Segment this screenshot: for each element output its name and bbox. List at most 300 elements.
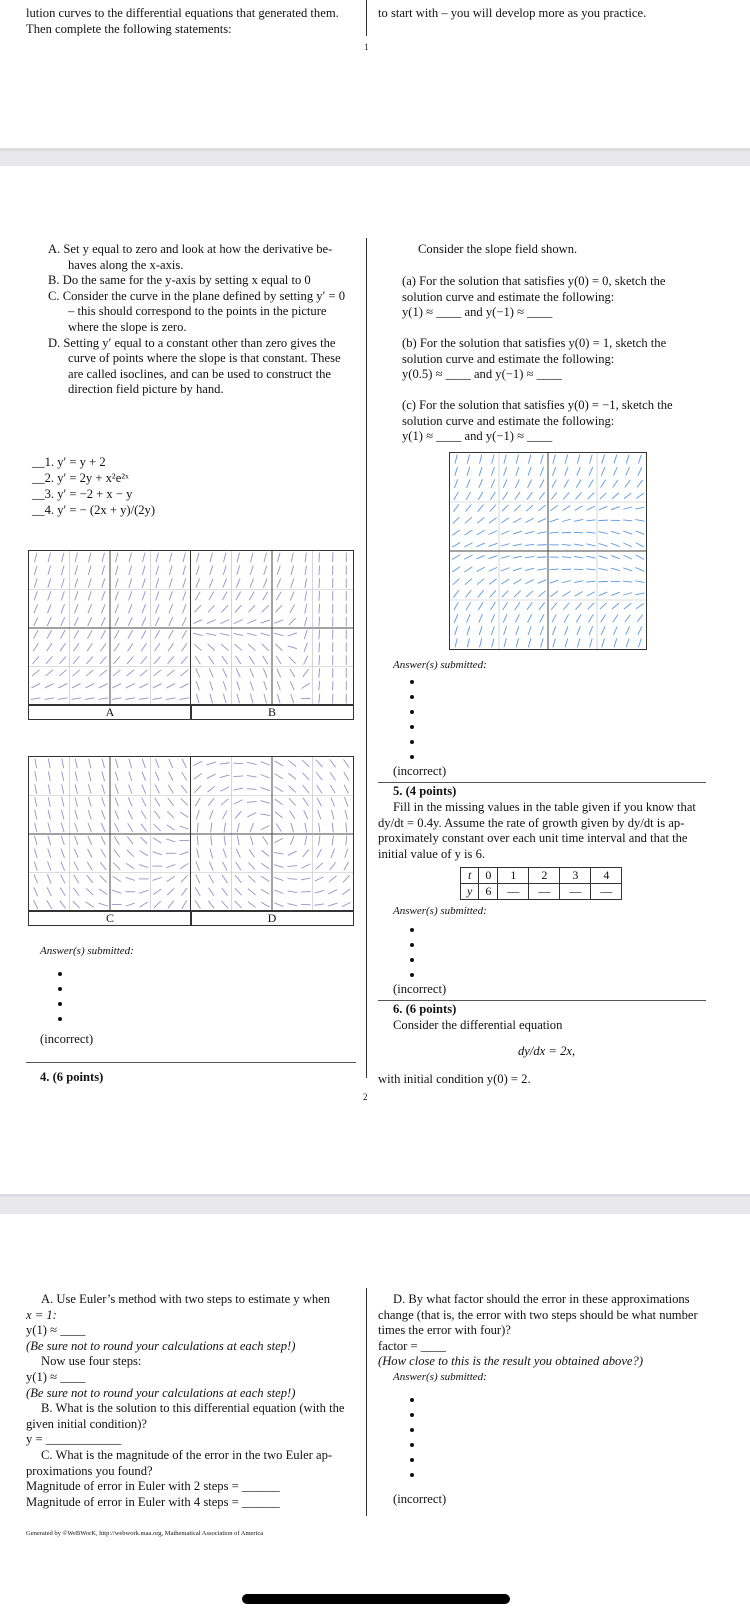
slope-segment [34, 874, 37, 883]
slope-field-a-label: A [28, 704, 192, 720]
slope-segment [193, 620, 202, 624]
slope-segment [454, 614, 458, 623]
slope-segment [115, 759, 118, 768]
slope-segment [304, 643, 307, 652]
slope-segment [343, 875, 350, 882]
slope-segment [541, 455, 544, 464]
slope-segment [194, 605, 201, 612]
slope-segment [264, 566, 267, 575]
slope-segment [563, 492, 569, 499]
slope-segment [208, 901, 214, 909]
answer-bullet [410, 749, 430, 764]
table-cell[interactable]: — [498, 884, 529, 900]
slope-segment [250, 579, 254, 588]
slope-segment [247, 620, 256, 624]
slope-segment [236, 668, 240, 677]
slope-segment [274, 877, 283, 880]
slope-segment [503, 602, 508, 610]
slope-segment [577, 467, 581, 476]
slope-segment [587, 592, 595, 596]
slope-segment [48, 771, 50, 781]
slope-segment [540, 614, 544, 622]
slope-segment [305, 604, 307, 614]
slope-segment [58, 684, 67, 688]
slope-segment [261, 801, 270, 804]
slope-segment [513, 544, 522, 546]
answer-line[interactable]: y(1) ≈ ____ [26, 1323, 86, 1338]
slope-segment [515, 602, 520, 610]
home-indicator[interactable] [242, 1594, 510, 1604]
hint-line: Set y equal to zero and look at how the derivative be- [63, 242, 333, 256]
slope-segment [331, 810, 334, 819]
slope-segment [125, 698, 135, 700]
slope-segment [602, 455, 605, 464]
slope-segment [154, 824, 161, 831]
slope-segment [221, 644, 228, 650]
slope-segment [275, 774, 283, 779]
slope-segment [586, 556, 595, 558]
slope-segment [549, 569, 558, 570]
slope-segment [115, 566, 118, 575]
slope-segment [247, 633, 256, 635]
slope-segment [489, 518, 497, 523]
slope-segment [344, 785, 348, 794]
text-line: B. What is the solution to this differential equation (with the [41, 1401, 345, 1416]
slope-segment [168, 901, 174, 909]
part-line: y(0.5) ≈ ____ and y(−1) ≈ ____ [402, 367, 562, 382]
slope-segment [142, 591, 145, 600]
slope-segment [345, 849, 348, 858]
slope-segment [261, 876, 269, 881]
slope-segment [319, 553, 320, 563]
text-line: to start with – you will develop more as you practice. [378, 6, 647, 20]
slope-segment [129, 591, 132, 600]
slope-segment [142, 785, 146, 794]
slope-segment [344, 759, 349, 767]
slope-segment [115, 784, 118, 793]
slope-segment [167, 888, 174, 895]
slope-segment [74, 630, 79, 639]
slope-segment [129, 772, 132, 781]
slope-segment [74, 849, 78, 858]
slope-segment [290, 591, 294, 600]
slope-segment [35, 759, 37, 769]
slope-segment [287, 879, 297, 880]
slope-segment [62, 553, 64, 562]
slope-segment [540, 479, 544, 487]
table-row [461, 884, 622, 900]
slope-segment [168, 798, 174, 806]
slope-segment [196, 668, 200, 677]
answer-line[interactable]: Magnitude of error in Euler with 4 steps = ______ [26, 1494, 280, 1509]
slope-segment [274, 852, 284, 854]
table-cell[interactable]: — [591, 884, 622, 900]
slope-segment [98, 698, 108, 700]
slope-segment [599, 506, 608, 510]
slope-segment [305, 565, 306, 575]
slope-segment [466, 492, 471, 500]
slope-segment [61, 836, 64, 845]
slope-segment [301, 891, 311, 892]
part-a [402, 274, 712, 321]
slope-segment [250, 694, 253, 703]
slope-segment [169, 617, 173, 626]
slope-segment [75, 823, 78, 832]
slope-segment [489, 567, 497, 571]
slope-segment [60, 630, 65, 639]
slope-segment [182, 643, 187, 651]
slope-segment [73, 670, 80, 676]
slope-segment [114, 643, 119, 651]
slope-segment [223, 579, 227, 588]
page3-right-col [378, 1292, 718, 1386]
slope-segment [166, 698, 176, 700]
slope-segment [288, 760, 296, 766]
slope-segment [222, 888, 228, 896]
answer-bullet [410, 719, 430, 734]
slope-segment [169, 566, 172, 575]
slope-segment [291, 566, 294, 575]
slope-segment [345, 797, 348, 806]
table-cell[interactable]: — [560, 884, 591, 900]
column-divider [366, 1288, 367, 1516]
slope-segment [614, 455, 617, 464]
slope-segment [305, 578, 307, 588]
slope-segment [196, 681, 199, 690]
slope-segment [156, 759, 159, 768]
slope-segment [329, 876, 337, 882]
slope-segment [332, 836, 333, 846]
slope-segment [504, 467, 507, 476]
slope-segment [194, 773, 202, 779]
slope-segment [99, 903, 108, 906]
slope-segment [237, 566, 240, 575]
column-divider [366, 238, 367, 1078]
slope-segment [635, 520, 644, 522]
slope-segment [250, 823, 254, 832]
slope-segment [224, 836, 225, 846]
slope-segment [153, 838, 161, 843]
slope-segment [236, 579, 240, 588]
slope-segment [626, 626, 630, 634]
slope-segment [490, 492, 495, 500]
slope-segment [261, 633, 270, 636]
answer-line[interactable]: y(1) ≈ ____ [26, 1369, 86, 1384]
slope-segment [550, 580, 559, 583]
slope-segment [102, 797, 105, 806]
slope-segment [140, 670, 147, 676]
slope-segment [638, 455, 641, 464]
slope-segment [305, 591, 307, 601]
slope-segment [319, 578, 320, 588]
answer-bullet [58, 966, 78, 981]
slope-segment [317, 798, 322, 807]
slope-segment [141, 656, 147, 663]
slope-segment [503, 479, 507, 487]
slope-segment [290, 669, 295, 677]
slope-segment [452, 543, 460, 548]
slope-segment [210, 566, 213, 575]
slope-segment [289, 773, 296, 779]
slope-segment [142, 759, 145, 768]
growth-table [460, 867, 622, 900]
slope-segment [289, 786, 296, 793]
slope-segment [479, 455, 481, 464]
slope-segment [277, 694, 280, 703]
slope-segment [602, 638, 605, 647]
slope-segment [153, 877, 162, 880]
slope-segment [102, 759, 104, 768]
hint-a [48, 242, 358, 258]
slope-segment [87, 643, 92, 651]
slope-segment [167, 811, 174, 818]
slope-segment [72, 684, 81, 688]
equation-item: __1. y′ = y + 2 [32, 455, 106, 469]
answer-bullet [410, 967, 430, 982]
note-line: (Be sure not to round your calculations at each step!) [26, 1385, 296, 1400]
table-cell: 1 [498, 868, 529, 884]
slope-segment [167, 825, 175, 830]
slope-segment [565, 626, 568, 635]
slope-segment [289, 798, 296, 805]
slope-segment [467, 479, 471, 488]
hint-line: – this should correspond to the points in the picture [68, 304, 327, 319]
slope-segment [195, 592, 200, 600]
slope-segment [182, 772, 187, 780]
slope-segment [224, 823, 225, 833]
slope-segment [537, 569, 546, 571]
slope-segment [551, 492, 557, 499]
slope-segment [180, 863, 188, 868]
slope-segment [288, 646, 297, 649]
slope-segment [61, 810, 64, 819]
q6-equation: dy/dx = 2x, [518, 1044, 576, 1058]
slope-segment [183, 578, 186, 587]
slope-segment [275, 799, 283, 805]
status-incorrect: (incorrect) [40, 1032, 94, 1046]
slope-segment [549, 532, 558, 533]
slope-segment [490, 590, 496, 597]
slope-segment [636, 531, 645, 535]
slope-segment [116, 553, 118, 562]
slope-segment [504, 626, 507, 635]
slope-segment [562, 557, 571, 558]
answer-line[interactable]: Magnitude of error in Euler with 2 steps = ______ [26, 1479, 280, 1494]
slope-field-a-graphic [29, 551, 191, 705]
slope-segment [128, 617, 132, 626]
slope-segment [222, 862, 227, 871]
slope-segment [261, 825, 270, 829]
slope-segment [331, 849, 335, 858]
slope-segment [261, 787, 270, 790]
status-incorrect: (incorrect) [393, 982, 447, 996]
slope-segment [331, 797, 335, 806]
note-line: (How close to this is the result you obtained above?) [378, 1354, 644, 1369]
slope-segment [75, 591, 78, 600]
slope-segment [102, 591, 105, 600]
divider [26, 1062, 356, 1063]
slope-segment [181, 670, 188, 676]
slope-segment [75, 566, 78, 575]
text-line: times the error with four)? [378, 1323, 511, 1338]
slope-segment [291, 553, 293, 563]
slope-segment [516, 626, 519, 635]
answer-bullet [58, 996, 78, 1011]
slope-segment [465, 504, 471, 511]
slope-segment [624, 493, 631, 499]
slope-segment [636, 568, 645, 572]
slope-segment [196, 566, 199, 575]
slope-segment [574, 581, 583, 583]
slope-segment [342, 889, 350, 895]
slope-segment [261, 774, 270, 778]
slope-segment [501, 579, 509, 584]
slope-segment [562, 580, 571, 582]
slope-segment [206, 633, 216, 635]
slope-segment [168, 643, 173, 651]
slope-segment [637, 480, 643, 487]
slope-segment [87, 656, 93, 663]
slope-segment [61, 875, 65, 884]
slope-segment [114, 836, 119, 844]
slope-segment [209, 668, 213, 677]
table-cell[interactable]: — [529, 884, 560, 900]
hints-list [48, 242, 358, 398]
answer-bullet [410, 922, 430, 937]
slope-segment [479, 614, 483, 623]
slope-segment [590, 455, 593, 464]
slope-segment [467, 455, 469, 464]
slope-segment [100, 670, 107, 676]
slope-segment [73, 901, 80, 908]
slope-segment [467, 626, 470, 635]
table-row [461, 868, 622, 884]
text-line: Then complete the following statements: [26, 21, 232, 36]
slope-segment [88, 617, 92, 626]
slope-segment [250, 668, 254, 677]
slope-segment [513, 556, 522, 558]
slope-segment [575, 592, 583, 597]
slope-segment [277, 579, 281, 588]
slope-segment [317, 785, 322, 793]
answer-line[interactable]: y = ____________ [26, 1432, 122, 1447]
slope-segment [153, 852, 162, 855]
slope-field-b-graphic [191, 551, 353, 705]
part-line: (b) For the solution that satisfies y(0) = 1, sketch the [402, 336, 667, 350]
slope-segment [290, 811, 295, 819]
slope-segment [528, 467, 531, 476]
divider [378, 782, 706, 783]
slope-segment [275, 786, 283, 791]
slope-segment [62, 771, 64, 781]
slope-segment [489, 531, 497, 535]
hint-letter: C. [48, 288, 60, 303]
slope-segment [342, 902, 351, 906]
slope-segment [528, 455, 530, 464]
slope-segment [180, 826, 189, 829]
slope-segment [328, 890, 337, 894]
slope-segment [263, 836, 268, 844]
slope-segment [564, 614, 569, 622]
slope-segment [613, 480, 618, 488]
slope-segment [552, 480, 556, 488]
slope-segment [113, 863, 120, 870]
slope-segment [290, 836, 294, 845]
slope-segment [166, 865, 175, 868]
slope-segment [87, 862, 92, 870]
slope-segment [237, 553, 239, 562]
slope-segment [464, 543, 472, 547]
slope-segment [88, 578, 91, 587]
slope-segment [183, 566, 186, 575]
slope-segment [101, 604, 105, 613]
slope-segment [249, 592, 254, 600]
slope-segment [623, 555, 631, 559]
slope-segment [538, 519, 547, 523]
slope-segment [34, 861, 37, 870]
slope-segment [276, 824, 281, 832]
slope-segment [464, 530, 472, 535]
slope-segment [319, 694, 320, 704]
slope-segment [128, 604, 132, 613]
slope-segment [638, 467, 642, 475]
slope-segment [102, 772, 105, 781]
slope-segment [153, 684, 162, 688]
answer-bullet [410, 1407, 430, 1422]
slope-segment [88, 823, 91, 832]
slope-segment [115, 617, 119, 626]
slope-segment [249, 849, 254, 857]
slope-segment [112, 698, 122, 700]
slope-segment [477, 567, 485, 572]
answers-submitted-label: Answer(s) submitted: [393, 905, 487, 917]
slope-segment [34, 566, 37, 575]
slope-segment [525, 568, 534, 570]
slope-segment [168, 785, 173, 793]
slope-segment [248, 605, 255, 612]
slope-segment [34, 617, 38, 626]
answer-line[interactable]: factor = ____ [378, 1338, 446, 1353]
slope-segment [330, 772, 335, 780]
slope-segment [345, 810, 347, 819]
answers-submitted-label: Answer(s) submitted: [393, 1370, 487, 1383]
slope-segment [141, 811, 146, 819]
hint-letter: B. [48, 273, 60, 288]
slope-segment [305, 836, 307, 846]
slope-segment [35, 553, 37, 562]
slope-segment [601, 480, 606, 488]
slope-segment [526, 505, 533, 511]
slope-segment [274, 633, 283, 636]
slope-segment [222, 656, 227, 664]
slope-segment [290, 681, 294, 690]
slope-segment [489, 579, 497, 584]
slope-segment [291, 823, 294, 832]
page-number: 1 [364, 42, 369, 52]
slope-segment [453, 578, 460, 584]
q5-line: Fill in the missing values in the table given if you know that [393, 800, 696, 814]
slope-segment [577, 626, 581, 635]
slope-segment [222, 592, 227, 601]
slope-segment [346, 823, 347, 833]
slope-segment [223, 694, 226, 703]
slope-segment [169, 578, 172, 587]
slope-segment [197, 823, 198, 833]
slope-segment [490, 602, 495, 610]
slope-segment [102, 810, 105, 819]
slope-segment [48, 578, 51, 587]
slope-segment [274, 903, 283, 907]
